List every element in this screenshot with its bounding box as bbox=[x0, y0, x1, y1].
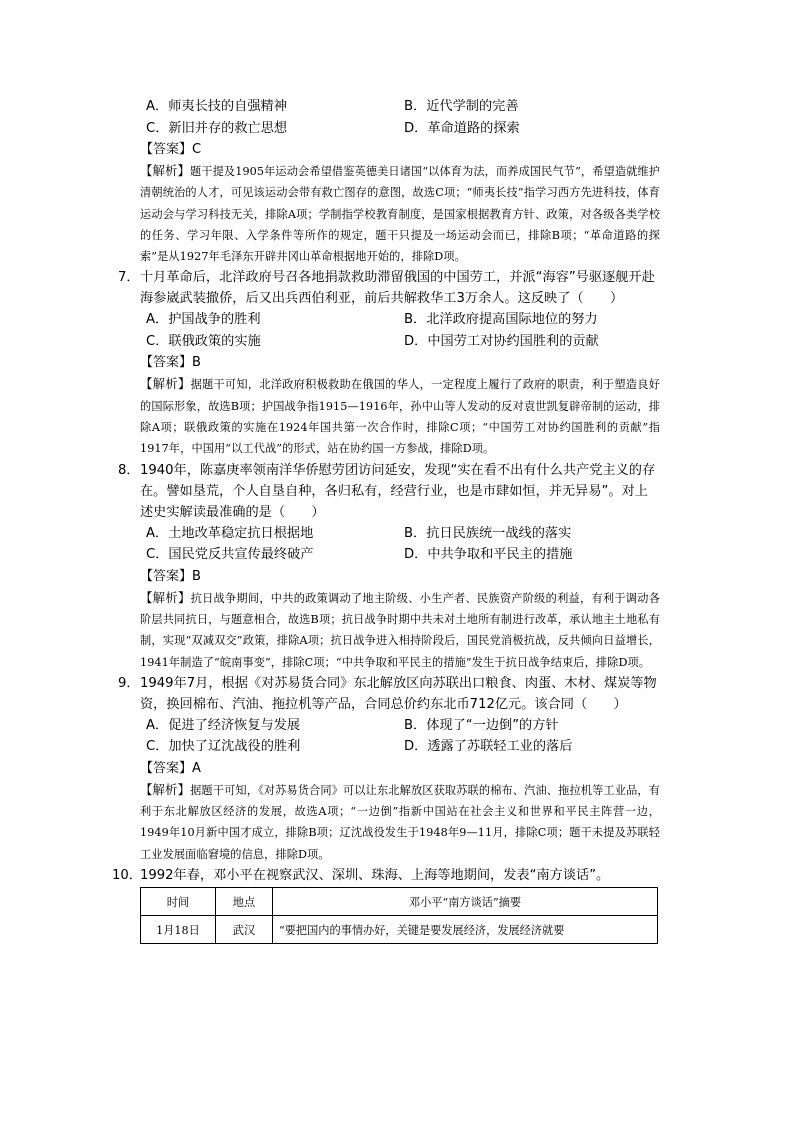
analysis-text: 据题干可知，《对苏易货合同》可以让东北解放区获取苏联的棉布、汽油、拖拉机等工业品，有利于东北解放区经济的发展，故选A项；“一边倒”指新中国站在社会主义和世界和平民主阵营一边，1949年10月新中国才成立，排除B项；辽沈战役发生于1948年9—11月，排除C项；题干未提及苏联轻工业发展面临窘境的信息，排除D项。 bbox=[140, 783, 660, 861]
options bbox=[140, 523, 660, 566]
question-number: 10． bbox=[112, 868, 142, 884]
options bbox=[140, 309, 660, 352]
stem-text: 1992年春，邓小平在视察武汉、深圳、珠海、上海等地期间，发表“南方谈话”。 bbox=[140, 868, 610, 884]
stem-text: 1949年7月，根据《对苏易货合同》东北解放区向苏联出口粮食、肉蛋、木材、煤炭等物资，换回棉布、汽油、拖拉机等产品，合同总价约东北币712亿元。该合同（ ） bbox=[140, 675, 657, 712]
question-number: 8． bbox=[118, 462, 140, 478]
analysis-tag: 【解析】 bbox=[140, 781, 191, 797]
option-c: C．国民党反共宣传最终破产 bbox=[146, 547, 314, 563]
question-stem bbox=[112, 865, 660, 886]
option-a: A．促进了经济恢复与发展 bbox=[146, 717, 301, 733]
option-c: C．联俄政策的实施 bbox=[146, 333, 261, 349]
analysis bbox=[140, 373, 660, 459]
option-d: D．透露了苏联轻工业的落后 bbox=[404, 739, 573, 755]
analysis bbox=[140, 160, 660, 267]
table-header-row bbox=[141, 888, 658, 916]
question-8 bbox=[118, 460, 660, 673]
cell-time: 1月18日 bbox=[141, 916, 216, 944]
question-7 bbox=[118, 267, 660, 459]
option-b: B．近代学制的完善 bbox=[404, 99, 519, 114]
table-row bbox=[141, 916, 658, 944]
question-number: 9． bbox=[118, 675, 140, 691]
option-b: B．体现了“一边倒”的方针 bbox=[404, 717, 559, 733]
cell-summary: “要把国内的事情办好，关键是要发展经济，发展经济就要 bbox=[273, 916, 658, 944]
option-b: B．抗日民族统一战线的落实 bbox=[404, 525, 572, 541]
analysis bbox=[140, 587, 660, 673]
header-place: 地点 bbox=[216, 888, 273, 916]
answer: 【答案】B bbox=[140, 568, 201, 584]
answer: 【答案】B bbox=[140, 355, 201, 371]
option-a: A．土地改革稳定抗日根据地 bbox=[146, 525, 314, 541]
stem-text: 1940年，陈嘉庚率领南洋华侨慰劳团访问延安，发现“实在看不出有什么共产党主义的存在。譬如垦荒，个人自垦自种，各归私有，经营行业，也是市肆如恒，并无异易”。对上述史实解读最准确的是（ ） bbox=[140, 462, 656, 520]
option-a: A．护国战争的胜利 bbox=[146, 312, 261, 328]
analysis-text: 据题干可知，北洋政府积极救助在俄国的华人，一定程度上履行了政府的职责，利于塑造良好的国际形象，故选B项；护国战争指1915—1916年，孙中山等人发动的反对袁世凯复辟帝制的运动，排除A项；联俄政策的实施在1924年国共第一次合作时，排除C项；“中国劳工对协约国胜利的贡献”指1917年，中国用“以工代战”的形式，站在协约国一方参战，排除D项。 bbox=[140, 378, 660, 456]
option-c: C．加快了辽沈战役的胜利 bbox=[146, 739, 301, 755]
stem-text: 十月革命后，北洋政府号召各地捐款救助滞留俄国的中国劳工，并派“海容”号驱逐舰开赴海参崴武装撤侨，后又出兵西伯利亚，前后共解救华工3万余人。这反映了（ ） bbox=[140, 270, 655, 307]
page-content bbox=[112, 96, 661, 944]
option-d: D．中国劳工对协约国胜利的贡献 bbox=[404, 333, 599, 349]
analysis-text: 题干提及1905年运动会希望借鉴英德美日诸国“以体育为法，而养成国民气节”，希望造就维护清朝统治的人才，可见该运动会带有救亡图存的意图，故选C项；“师夷长技”指学习西方先进科技，体育运动会与学习科技无关，排除A项；学制指学校教育制度，是国家根据教育方针、政策，对各级各类学校的任务、学习年限、入学条件等所作的规定，题干只提及一场运动会而已，排除B项；“革命道路的探索”是从1927年毛泽东开辟井冈山革命根据地开始的，排除D项。 bbox=[140, 165, 661, 264]
analysis-tag: 【解析】 bbox=[140, 376, 191, 392]
question-number: 7． bbox=[118, 270, 140, 286]
southern-talks-table bbox=[140, 887, 658, 944]
analysis-text: 抗日战争期间，中共的政策调动了地主阶级、小生产者、民族资产阶级的利益，有利于调动各阶层共同抗日，与题意相合，故选B项；抗日战争时期中共未对土地所有制进行改革，承认地主土地私有制，实现“双减双交”政策，排除A项；抗日战争进入相持阶段后，国民党消极抗战，反共倾向日益增长，1941年制造了“皖南事变”，排除C项；“中共争取和平民主的措施”发生于抗日战争结束后，排除D项。 bbox=[140, 591, 660, 669]
analysis-tag: 【解析】 bbox=[140, 589, 191, 605]
option-a: A．师夷长技的自强精神 bbox=[146, 99, 287, 114]
options bbox=[140, 96, 660, 139]
question-10 bbox=[112, 865, 660, 944]
question-stem bbox=[118, 673, 660, 715]
answer: 【答案】C bbox=[140, 142, 202, 157]
header-time: 时间 bbox=[141, 888, 216, 916]
question-stem bbox=[118, 460, 660, 523]
analysis-tag: 【解析】 bbox=[140, 163, 191, 178]
cell-place: 武汉 bbox=[216, 916, 273, 944]
option-c: C．新旧并存的救亡思想 bbox=[146, 120, 288, 136]
option-d: D．中共争取和平民主的措施 bbox=[404, 547, 573, 563]
question-9 bbox=[118, 673, 660, 865]
options bbox=[140, 715, 660, 758]
analysis bbox=[140, 779, 660, 865]
answer: 【答案】A bbox=[140, 760, 201, 776]
option-d: D．革命道路的探索 bbox=[404, 120, 520, 136]
question-stem bbox=[118, 267, 660, 309]
question-6 bbox=[140, 96, 660, 267]
header-summary: 邓小平“南方谈话”摘要 bbox=[273, 888, 658, 916]
option-b: B．北洋政府提高国际地位的努力 bbox=[404, 312, 598, 328]
